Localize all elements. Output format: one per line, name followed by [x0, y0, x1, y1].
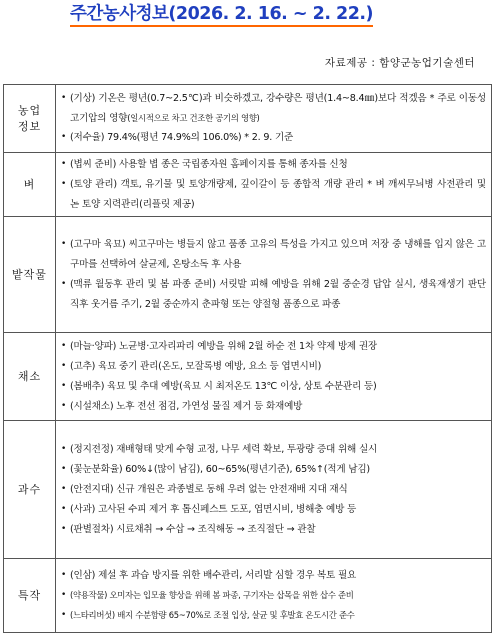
bullet-icon: •: [61, 239, 67, 250]
list-item: [61, 275, 486, 315]
content-cell: [56, 85, 492, 153]
category-cell: [4, 421, 56, 559]
list-item: [61, 520, 486, 540]
list-item: [61, 397, 486, 417]
content-cell: [56, 333, 492, 421]
category-cell: [4, 217, 56, 333]
bullet-icon: •: [61, 400, 67, 411]
bullet-icon: •: [61, 570, 67, 581]
list-item: [61, 460, 486, 480]
item-text: (사과) 고사된 수피 제거 후 톱신페스트 도포, 엽면시비, 병해충 예방 등: [70, 503, 357, 515]
category-label: 농업: [17, 103, 42, 117]
item-text: (인삼) 제설 후 과습 방지를 위한 배수관리, 서리발 심할 경우 복토 필요: [70, 570, 357, 582]
bullet-icon: •: [61, 483, 67, 494]
item-text: (일시적으로 차고 건조한 공기의 영향): [127, 112, 260, 123]
section-row: [4, 217, 492, 333]
bullet-icon: •: [61, 609, 67, 620]
category-label: 정보: [17, 119, 42, 133]
category-label: 특작: [17, 588, 42, 602]
bullet-icon: •: [61, 278, 67, 289]
section-row: [4, 153, 492, 217]
item-text: (꽃눈분화율) 60%↓(많이 남김), 60~65%(평년기준), 65%↑(적게 남김): [70, 464, 370, 476]
category-cell: [4, 333, 56, 421]
category-label: 과수: [17, 482, 42, 496]
content-cell: [56, 559, 492, 633]
bullet-icon: •: [61, 380, 67, 391]
item-text: (느타리버섯) 배지 수분함량 65~70%로 조절 입상, 살균 및 후발효 온도시간 준수: [70, 609, 355, 620]
list-item: [61, 500, 486, 520]
bullet-icon: •: [61, 523, 67, 534]
item-text: (안전지대) 신규 개원은 과종별로 동해 우려 없는 안전재배 지대 재식: [70, 483, 348, 495]
list-item: [61, 155, 486, 175]
item-text: (맥류 월동후 관리 및 봄 파종 준비) 서릿발 피해 예방을 위해 2월 중순경 답압 실시, 생육재생기 판단 직후 웃거름 주기, 2월 중순까지 춘파형 또는 양절형 품종으로 파종: [70, 278, 486, 310]
list-item: [61, 235, 486, 275]
list-item: [61, 566, 486, 586]
list-item: [61, 606, 486, 626]
category-cell: [4, 153, 56, 217]
content-cell: [56, 421, 492, 559]
list-item: [61, 337, 486, 357]
section-row: [4, 333, 492, 421]
item-text: (판별절차) 시료채취 → 수삽 → 조직해동 → 조직절단 → 관찰: [70, 523, 316, 535]
item-text: (정지전정) 재배형태 맞게 수형 교정, 나무 세력 확보, 투광량 증대 위해 실시: [70, 444, 378, 456]
section-row: [4, 559, 492, 633]
section-row: [4, 421, 492, 559]
category-label: 채소: [17, 369, 42, 383]
bullet-icon: •: [61, 341, 67, 352]
page-title: 주간농사정보(2026. 2. 16. ~ 2. 22.): [70, 3, 373, 27]
category-cell: [4, 85, 56, 153]
list-item: [61, 357, 486, 377]
farming-info-table: [3, 84, 492, 633]
bullet-icon: •: [61, 503, 67, 514]
bullet-icon: •: [61, 92, 67, 103]
item-text: (기상) 기온은 평년(0.7~2.5℃)과 비슷하겠고, 강수량은 평년(1.4~8.4㎜)보다 적겠음 * 주로 이동성 고기압의 영향: [70, 92, 486, 124]
list-item: [61, 89, 486, 129]
bullet-icon: •: [61, 361, 67, 372]
item-text: (고구마 육묘) 씨고구마는 병들지 않고 품종 고유의 특성을 가지고 있으며 저장 중 냉해를 입지 않은 고구마를 선택하여 살균제, 온탕소독 후 사용: [70, 239, 486, 271]
item-text: (토양 관리) 객토, 유기물 및 토양개량제, 깊이갈이 등 종합적 개량 관리 * 벼 깨씨무늬병 사전관리 및 논 토양 지력관리(리플릿 제공): [70, 178, 486, 210]
category-label: 밭작물: [12, 267, 47, 281]
list-item: [61, 377, 486, 397]
bullet-icon: •: [61, 589, 67, 600]
bullet-icon: •: [61, 444, 67, 455]
list-item: [61, 480, 486, 500]
list-item: [61, 128, 486, 148]
content-cell: [56, 153, 492, 217]
category-cell: [4, 559, 56, 633]
bullet-icon: •: [61, 132, 67, 143]
list-item: [61, 175, 486, 215]
bullet-icon: •: [61, 464, 67, 475]
category-label: 벼: [23, 177, 36, 191]
list-item: [61, 440, 486, 460]
content-cell: [56, 217, 492, 333]
section-row: [4, 85, 492, 153]
item-text: (저수율) 79.4%(평년 74.9%의 106.0%) * 2. 9. 기준: [70, 132, 294, 144]
item-text: (마늘·양파) 노균병·고자리파리 예방을 위해 2월 하순 전 1차 약제 방제 권장: [70, 341, 377, 353]
list-item: [61, 586, 486, 606]
source-credit: 자료제공 : 함양군농업기술센터: [324, 57, 475, 69]
bullet-icon: •: [61, 159, 67, 169]
item-text: (볍씨 준비) 사용할 볍 종은 국립종자원 홈페이지를 통해 종자를 신청: [70, 159, 348, 170]
bullet-icon: •: [61, 178, 67, 189]
item-text: (봄배추) 육묘 및 추대 예방(육묘 시 최저온도 13℃ 이상, 상토 수분관리 등): [70, 380, 377, 392]
item-text: (고추) 육묘 중기 관리(온도, 모잘록병 예방, 요소 등 엽면시비): [70, 361, 322, 373]
item-text: (약용작물) 오미자는 입모율 향상을 위해 봄 파종, 구기자는 삽목을 위한 삽수 준비: [70, 589, 354, 600]
item-text: (시설채소) 노후 전선 점검, 가연성 물질 제거 등 화재예방: [70, 400, 303, 412]
